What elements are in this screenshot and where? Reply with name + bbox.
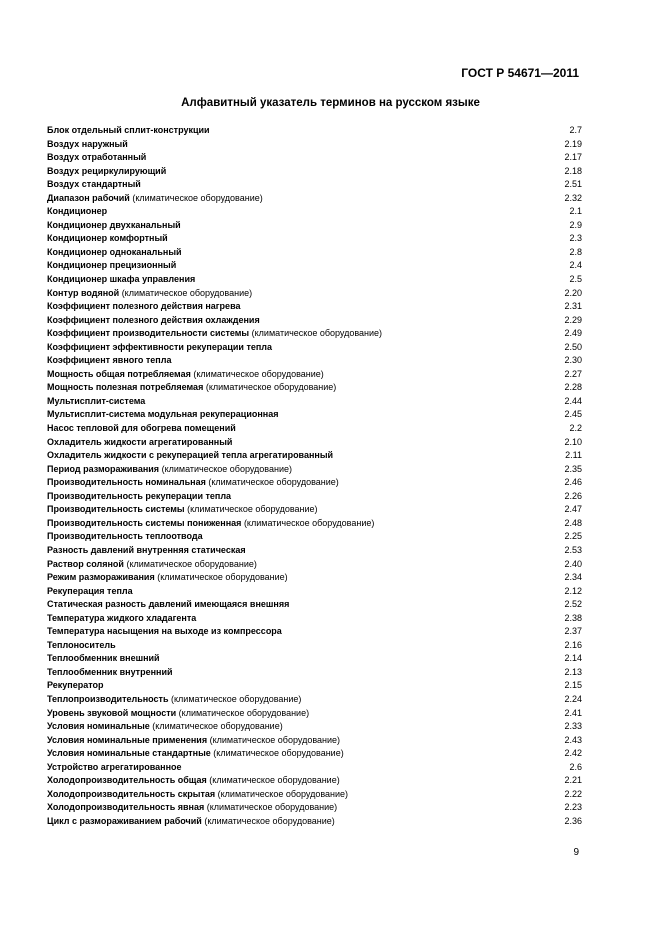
entry-ref: 2.21 — [564, 775, 582, 786]
index-entry — [47, 571, 582, 585]
entry-ref: 2.25 — [564, 531, 582, 542]
entry-ref: 2.33 — [564, 721, 582, 732]
entry-ref: 2.7 — [569, 125, 582, 135]
entry-ref: 2.4 — [569, 260, 582, 271]
entry-term-group — [47, 192, 263, 206]
index-entry — [47, 232, 582, 246]
entry-term: Теплообменник внешний — [47, 653, 160, 664]
index-entry — [47, 341, 582, 355]
index-entry — [47, 707, 582, 721]
entry-term-group — [47, 585, 133, 599]
index-entry — [47, 788, 582, 802]
entry-term-group — [47, 178, 141, 192]
entry-ref: 2.51 — [564, 179, 582, 190]
entry-term-group — [47, 625, 282, 639]
entry-qualifier: (климатическое оборудование) — [132, 192, 263, 203]
entry-term: Коэффициент эффективности рекуперации тепла — [47, 341, 273, 352]
entry-term-group — [47, 436, 232, 450]
entry-ref: 2.40 — [564, 558, 582, 569]
entry-term: Холодопроизводительность явная — [47, 802, 205, 813]
entry-term-group — [47, 463, 292, 477]
standard-code: ГОСТ Р 54671—2011 — [461, 66, 579, 80]
entry-term: Температура жидкого хладагента — [47, 612, 197, 623]
index-entry — [47, 124, 582, 138]
index-entry — [47, 246, 582, 260]
index-entry — [47, 192, 582, 206]
entry-term: Цикл с размораживанием рабочий — [47, 815, 202, 826]
entry-ref: 2.15 — [564, 680, 582, 691]
index-entry — [47, 517, 582, 531]
entry-qualifier: (климатическое оборудование) — [193, 368, 324, 379]
entry-term: Охладитель жидкости с рекуперацией тепла агрегатированный — [47, 450, 334, 461]
entry-qualifier: (климатическое оборудование) — [208, 477, 339, 488]
entry-term-group — [47, 341, 272, 355]
entry-term: Коэффициент полезного действия нагрева — [47, 301, 241, 312]
entry-term-group — [47, 314, 260, 328]
entry-term: Кондиционер прецизионный — [47, 260, 177, 271]
index-entry — [47, 761, 582, 775]
entry-term: Производительность рекуперации тепла — [47, 490, 232, 501]
index-entry — [47, 449, 582, 463]
index-entry — [47, 490, 582, 504]
entry-term: Условия номинальные применения — [47, 734, 208, 745]
entry-term: Производительность системы пониженная — [47, 517, 242, 528]
index-entry — [47, 395, 582, 409]
entry-term: Мультисплит-система — [47, 395, 146, 406]
entry-ref: 2.28 — [564, 382, 582, 393]
entry-term-group — [47, 815, 335, 829]
index-entry — [47, 327, 582, 341]
entry-qualifier: (климатическое оборудование) — [187, 504, 318, 515]
entry-ref: 2.18 — [564, 165, 582, 176]
entry-qualifier: (климатическое оборудование) — [213, 748, 344, 759]
index-entry — [47, 408, 582, 422]
entry-ref: 2.17 — [564, 152, 582, 163]
entry-term: Рекуперация тепла — [47, 585, 133, 596]
entry-term-group — [47, 530, 203, 544]
entry-ref: 2.2 — [569, 423, 582, 434]
index-entry — [47, 598, 582, 612]
entry-term: Статическая разность давлений имеющаяся внешняя — [47, 599, 290, 610]
entry-ref: 2.37 — [564, 626, 582, 637]
entry-term-group — [47, 368, 324, 382]
index-entry — [47, 585, 582, 599]
entry-term: Кондиционер шкафа управления — [47, 274, 196, 285]
entry-qualifier: (климатическое оборудование) — [206, 802, 338, 813]
entry-term: Диапазон рабочий — [47, 192, 130, 203]
entry-term-group — [47, 381, 336, 395]
index-entry — [47, 138, 582, 152]
entry-term: Период размораживания — [47, 463, 160, 474]
entry-qualifier: (климатическое оборудование) — [243, 517, 375, 528]
index-entry — [47, 558, 582, 572]
entry-term-group — [47, 232, 168, 246]
entry-ref: 2.23 — [564, 802, 582, 813]
entry-term-group — [47, 151, 146, 165]
entry-term: Холодопроизводительность общая — [47, 775, 207, 786]
index-entry — [47, 639, 582, 653]
entry-term-group — [47, 300, 240, 314]
entry-qualifier: (климатическое оборудование) — [209, 734, 341, 745]
entry-qualifier: (климатическое оборудование) — [126, 558, 257, 569]
entry-term: Условия номинальные — [47, 721, 150, 732]
index-entry — [47, 720, 582, 734]
index-entry — [47, 503, 582, 517]
entry-term: Охладитель жидкости агрегатированный — [47, 436, 233, 447]
entry-qualifier: (климатическое оборудование) — [217, 788, 349, 799]
entry-qualifier: (климатическое оборудование) — [209, 775, 340, 786]
entry-term: Разность давлений внутренняя статическая — [47, 544, 246, 555]
entry-term-group — [47, 612, 196, 626]
entry-term: Режим размораживания — [47, 572, 155, 583]
entry-qualifier: (климатическое оборудование) — [205, 382, 337, 393]
entry-ref: 2.53 — [564, 544, 582, 555]
entry-ref: 2.36 — [564, 815, 582, 826]
entry-term-group — [47, 558, 257, 572]
entry-term-group — [47, 327, 382, 341]
index-entry — [47, 693, 582, 707]
entry-ref: 2.42 — [564, 748, 582, 759]
entry-term-group — [47, 422, 236, 436]
index-entry — [47, 530, 582, 544]
entry-ref: 2.19 — [564, 138, 582, 149]
entry-term: Условия номинальные стандартные — [47, 748, 211, 759]
entry-term-group — [47, 354, 171, 368]
entry-term-group — [47, 801, 337, 815]
entry-term-group — [47, 205, 107, 219]
entry-ref: 2.47 — [564, 504, 582, 515]
entry-term-group — [47, 517, 374, 531]
entry-ref: 2.5 — [569, 274, 582, 285]
entry-term: Кондиционер — [47, 206, 108, 217]
entry-term-group — [47, 788, 348, 802]
index-entry — [47, 625, 582, 639]
entry-term-group — [47, 165, 166, 179]
entry-term: Воздух наружный — [47, 138, 128, 149]
entry-term: Теплообменник внутренний — [47, 666, 173, 677]
entry-qualifier: (климатическое оборудование) — [152, 721, 283, 732]
entry-ref: 2.20 — [564, 287, 582, 298]
entry-term-group — [47, 544, 246, 558]
index-entry — [47, 381, 582, 395]
entry-term-group — [47, 598, 289, 612]
index-entry — [47, 666, 582, 680]
entry-ref: 2.46 — [564, 477, 582, 488]
term-index-list — [47, 124, 582, 828]
entry-qualifier: (климатическое оборудование) — [121, 287, 253, 298]
entry-ref: 2.45 — [564, 409, 582, 420]
index-entry — [47, 422, 582, 436]
index-entry — [47, 165, 582, 179]
entry-ref: 2.30 — [564, 355, 582, 366]
entry-term: Мультисплит-система модульная рекуперационная — [47, 409, 279, 420]
entry-term-group — [47, 490, 231, 504]
index-entry — [47, 151, 582, 165]
entry-ref: 2.26 — [564, 490, 582, 501]
entry-term-group — [47, 652, 160, 666]
entry-term: Коэффициент производительности системы — [47, 328, 250, 339]
index-entry — [47, 354, 582, 368]
entry-term: Кондиционер комфортный — [47, 233, 168, 244]
index-entry — [47, 815, 582, 829]
entry-term-group — [47, 273, 195, 287]
index-entry — [47, 476, 582, 490]
index-entry — [47, 219, 582, 233]
entry-ref: 2.29 — [564, 314, 582, 325]
index-entry — [47, 544, 582, 558]
entry-ref: 2.27 — [564, 368, 582, 379]
entry-term: Контур водяной — [47, 287, 120, 298]
index-entry — [47, 612, 582, 626]
entry-term-group — [47, 246, 182, 260]
entry-term: Насос тепловой для обогрева помещений — [47, 423, 236, 434]
entry-term-group — [47, 408, 278, 422]
entry-ref: 2.1 — [569, 206, 582, 217]
entry-term: Устройство агрегатированное — [47, 761, 182, 772]
entry-term-group — [47, 707, 309, 721]
entry-ref: 2.50 — [564, 341, 582, 352]
index-entry — [47, 747, 582, 761]
entry-term-group — [47, 287, 252, 301]
entry-qualifier: (климатическое оборудование) — [178, 707, 310, 718]
entry-term-group — [47, 259, 176, 273]
entry-ref: 2.10 — [564, 436, 582, 447]
entry-ref: 2.8 — [569, 246, 582, 257]
index-entry — [47, 259, 582, 273]
index-entry — [47, 652, 582, 666]
entry-ref: 2.38 — [564, 612, 582, 623]
entry-term: Мощность общая потребляемая — [47, 368, 191, 379]
entry-term-group — [47, 476, 339, 490]
index-title: Алфавитный указатель терминов на русском языке — [181, 97, 480, 109]
entry-term-group — [47, 219, 181, 233]
entry-term: Раствор соляной — [47, 558, 124, 569]
entry-ref: 2.43 — [564, 734, 582, 745]
index-entry — [47, 679, 582, 693]
entry-ref: 2.16 — [564, 639, 582, 650]
entry-ref: 2.34 — [564, 572, 582, 583]
entry-term: Мощность полезная потребляемая — [47, 382, 204, 393]
entry-term-group — [47, 395, 145, 409]
index-entry — [47, 734, 582, 748]
entry-ref: 2.31 — [564, 301, 582, 312]
entry-term: Воздух стандартный — [47, 179, 141, 190]
entry-term-group — [47, 639, 116, 653]
page-number: 9 — [573, 847, 579, 858]
entry-term: Теплоноситель — [47, 639, 116, 650]
entry-ref: 2.14 — [564, 653, 582, 664]
entry-term: Температура насыщения на выходе из компрессора — [47, 626, 282, 637]
entry-ref: 2.13 — [564, 666, 582, 677]
entry-qualifier: (климатическое оборудование) — [171, 693, 302, 704]
entry-term-group — [47, 138, 128, 152]
entry-ref: 2.11 — [565, 450, 582, 461]
entry-ref: 2.6 — [569, 761, 582, 772]
entry-term-group — [47, 747, 344, 761]
entry-term-group — [47, 503, 318, 517]
entry-term: Кондиционер двухканальный — [47, 219, 181, 230]
entry-ref: 2.52 — [564, 599, 582, 610]
entry-ref: 2.44 — [564, 395, 582, 406]
entry-term: Блок отдельный сплит-конструкции — [47, 125, 210, 135]
entry-qualifier: (климатическое оборудование) — [251, 328, 383, 339]
entry-term: Производительность теплоотвода — [47, 531, 203, 542]
index-entry — [47, 436, 582, 450]
entry-term: Уровень звуковой мощности — [47, 707, 177, 718]
entry-term-group — [47, 693, 301, 707]
entry-term-group — [47, 571, 288, 585]
entry-term: Производительность номинальная — [47, 477, 206, 488]
index-entry — [47, 287, 582, 301]
entry-ref: 2.35 — [564, 463, 582, 474]
entry-term: Теплопроизводительность — [47, 693, 169, 704]
entry-ref: 2.9 — [569, 219, 582, 230]
index-entry — [47, 205, 582, 219]
entry-ref: 2.3 — [569, 233, 582, 244]
index-entry — [47, 774, 582, 788]
index-entry — [47, 178, 582, 192]
entry-term: Производительность системы — [47, 504, 185, 515]
entry-term-group — [47, 124, 210, 138]
entry-ref: 2.24 — [564, 693, 582, 704]
entry-qualifier: (климатическое оборудование) — [204, 815, 335, 826]
entry-term-group — [47, 734, 340, 748]
entry-qualifier: (климатическое оборудование) — [161, 463, 292, 474]
entry-term: Рекуператор — [47, 680, 104, 691]
entry-ref: 2.32 — [564, 192, 582, 203]
entry-term-group — [47, 761, 182, 775]
entry-term: Холодопроизводительность скрытая — [47, 788, 216, 799]
index-entry — [47, 801, 582, 815]
entry-term-group — [47, 666, 173, 680]
entry-ref: 2.49 — [564, 328, 582, 339]
entry-qualifier: (климатическое оборудование) — [157, 572, 288, 583]
index-entry — [47, 314, 582, 328]
index-entry — [47, 368, 582, 382]
entry-term-group — [47, 774, 340, 788]
entry-term: Кондиционер одноканальный — [47, 246, 182, 257]
entry-term-group — [47, 449, 333, 463]
index-entry — [47, 463, 582, 477]
entry-term-group — [47, 679, 104, 693]
entry-ref: 2.41 — [564, 707, 582, 718]
entry-term-group — [47, 720, 283, 734]
entry-term: Воздух отработанный — [47, 152, 147, 163]
index-entry — [47, 300, 582, 314]
entry-term: Воздух рециркулирующий — [47, 165, 167, 176]
entry-ref: 2.22 — [564, 788, 582, 799]
index-entry — [47, 273, 582, 287]
entry-term: Коэффициент полезного действия охлаждения — [47, 314, 260, 325]
entry-term: Коэффициент явного тепла — [47, 355, 172, 366]
entry-ref: 2.12 — [564, 585, 582, 596]
entry-ref: 2.48 — [564, 517, 582, 528]
